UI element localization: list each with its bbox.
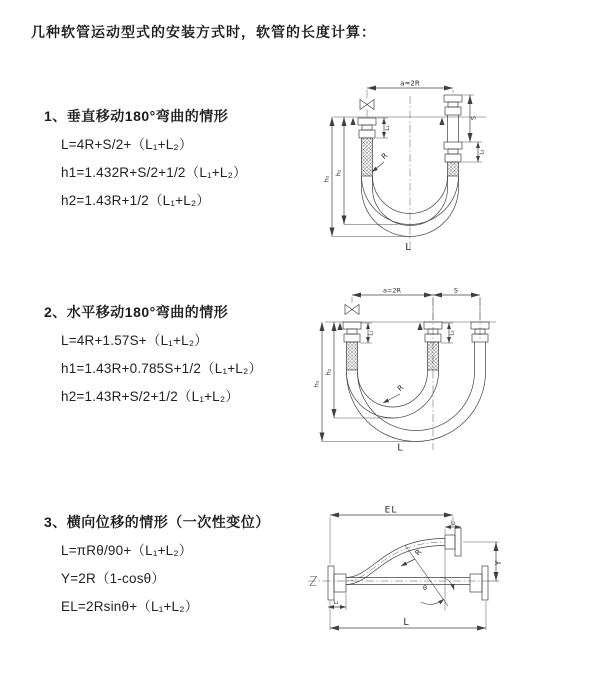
formula-line: Y=2R（1-cosθ） bbox=[61, 571, 166, 586]
section-2-heading: 2、水平移动180°弯曲的情形 bbox=[44, 304, 229, 320]
hose-centerline bbox=[346, 542, 445, 581]
dim-label-r: R bbox=[395, 382, 406, 394]
dim-label-h1: h₁ bbox=[312, 380, 321, 388]
dim-label-y: Y bbox=[494, 560, 503, 566]
dim-label-s: S bbox=[453, 286, 459, 295]
dim-label-a2r: a=2R bbox=[382, 286, 402, 295]
dim-label-h1: h₁ bbox=[322, 175, 331, 183]
section-1-heading: 1、垂直移动180°弯曲的情形 bbox=[44, 108, 229, 124]
tangent-line bbox=[405, 545, 448, 606]
valve-icon bbox=[360, 100, 374, 110]
dim-label-s: S bbox=[469, 115, 478, 121]
formula-line: h2=1.43R+1/2（L₁+L₂） bbox=[61, 193, 211, 208]
dim-label-l1: L₁ bbox=[385, 125, 391, 131]
diagram-lateral-displacement bbox=[298, 503, 600, 648]
formula-line: h1=1.432R+S/2+1/2（L₁+L₂） bbox=[61, 165, 247, 180]
dim-label-a2r: a=2R bbox=[400, 79, 420, 88]
dim-label-l1: L₁ bbox=[368, 330, 375, 336]
dim-label-h2: h₂ bbox=[334, 169, 343, 177]
formula-line: L=4R+S/2+（L₁+L₂） bbox=[61, 137, 193, 152]
flange bbox=[455, 528, 461, 556]
up-arrow-icon bbox=[337, 323, 342, 331]
dim-label-l: L bbox=[397, 442, 403, 454]
hose-arc bbox=[347, 372, 439, 418]
section-horizontal-movement bbox=[44, 304, 262, 404]
dim-label-el: EL bbox=[384, 505, 398, 516]
dim-label-l1: L₁ bbox=[333, 600, 339, 606]
dim-label-r: R bbox=[379, 150, 390, 162]
diagram-vertical-180-bend bbox=[318, 76, 590, 258]
formula-line: h1=1.43R+0.785S+1/2（L₁+L₂） bbox=[61, 361, 263, 376]
flange bbox=[482, 566, 488, 600]
flange bbox=[328, 566, 334, 600]
formula-line: h2=1.43R+S/2+1/2（L₁+L₂） bbox=[61, 389, 240, 404]
dim-label-l2: L₂ bbox=[449, 330, 456, 336]
up-arrow-icon bbox=[350, 118, 355, 126]
dim-label-l: L bbox=[403, 617, 409, 628]
formula-line: L=πRθ/90+（L₁+L₂） bbox=[61, 543, 193, 558]
dim-label-theta: θ bbox=[423, 584, 427, 592]
dim-label-h2: h₂ bbox=[324, 368, 333, 376]
formula-line: L=4R+1.57S+（L₁+L₂） bbox=[61, 333, 208, 348]
hose-arc bbox=[358, 372, 475, 431]
dim-label-l2: L₂ bbox=[479, 149, 486, 155]
up-arrow-icon bbox=[439, 118, 444, 126]
up-arrow-icon bbox=[417, 323, 422, 331]
radius-leader bbox=[372, 162, 384, 172]
formula-line: EL=2Rsinθ+（L₁+L₂） bbox=[61, 599, 199, 614]
braided-hose-section bbox=[448, 162, 459, 176]
braided-hose-section bbox=[362, 138, 373, 176]
section-vertical-movement bbox=[44, 108, 247, 208]
hose-arc bbox=[347, 372, 486, 442]
angle-swing-arrow bbox=[421, 599, 444, 604]
radius-leader bbox=[401, 559, 415, 566]
valve-icon bbox=[345, 305, 359, 315]
section-lateral-displacement bbox=[44, 514, 270, 614]
page-title: 几种软管运动型式的安装方式时，软管的长度计算： bbox=[31, 24, 376, 40]
dim-label-l: L bbox=[405, 242, 411, 253]
hose-curve bbox=[346, 546, 445, 585]
diagram-horizontal-180-bend bbox=[310, 282, 600, 457]
hose-curve bbox=[346, 539, 445, 578]
radius-leader bbox=[383, 394, 400, 403]
angle-swing-arrow bbox=[441, 577, 454, 590]
braided-hose-section bbox=[347, 342, 358, 370]
dim-label-r: R bbox=[412, 547, 424, 558]
dim-label-l2: L₂ bbox=[450, 520, 456, 527]
hose-arc bbox=[358, 372, 428, 407]
section-3-heading: 3、横向位移的情形（一次性变位） bbox=[44, 514, 270, 530]
